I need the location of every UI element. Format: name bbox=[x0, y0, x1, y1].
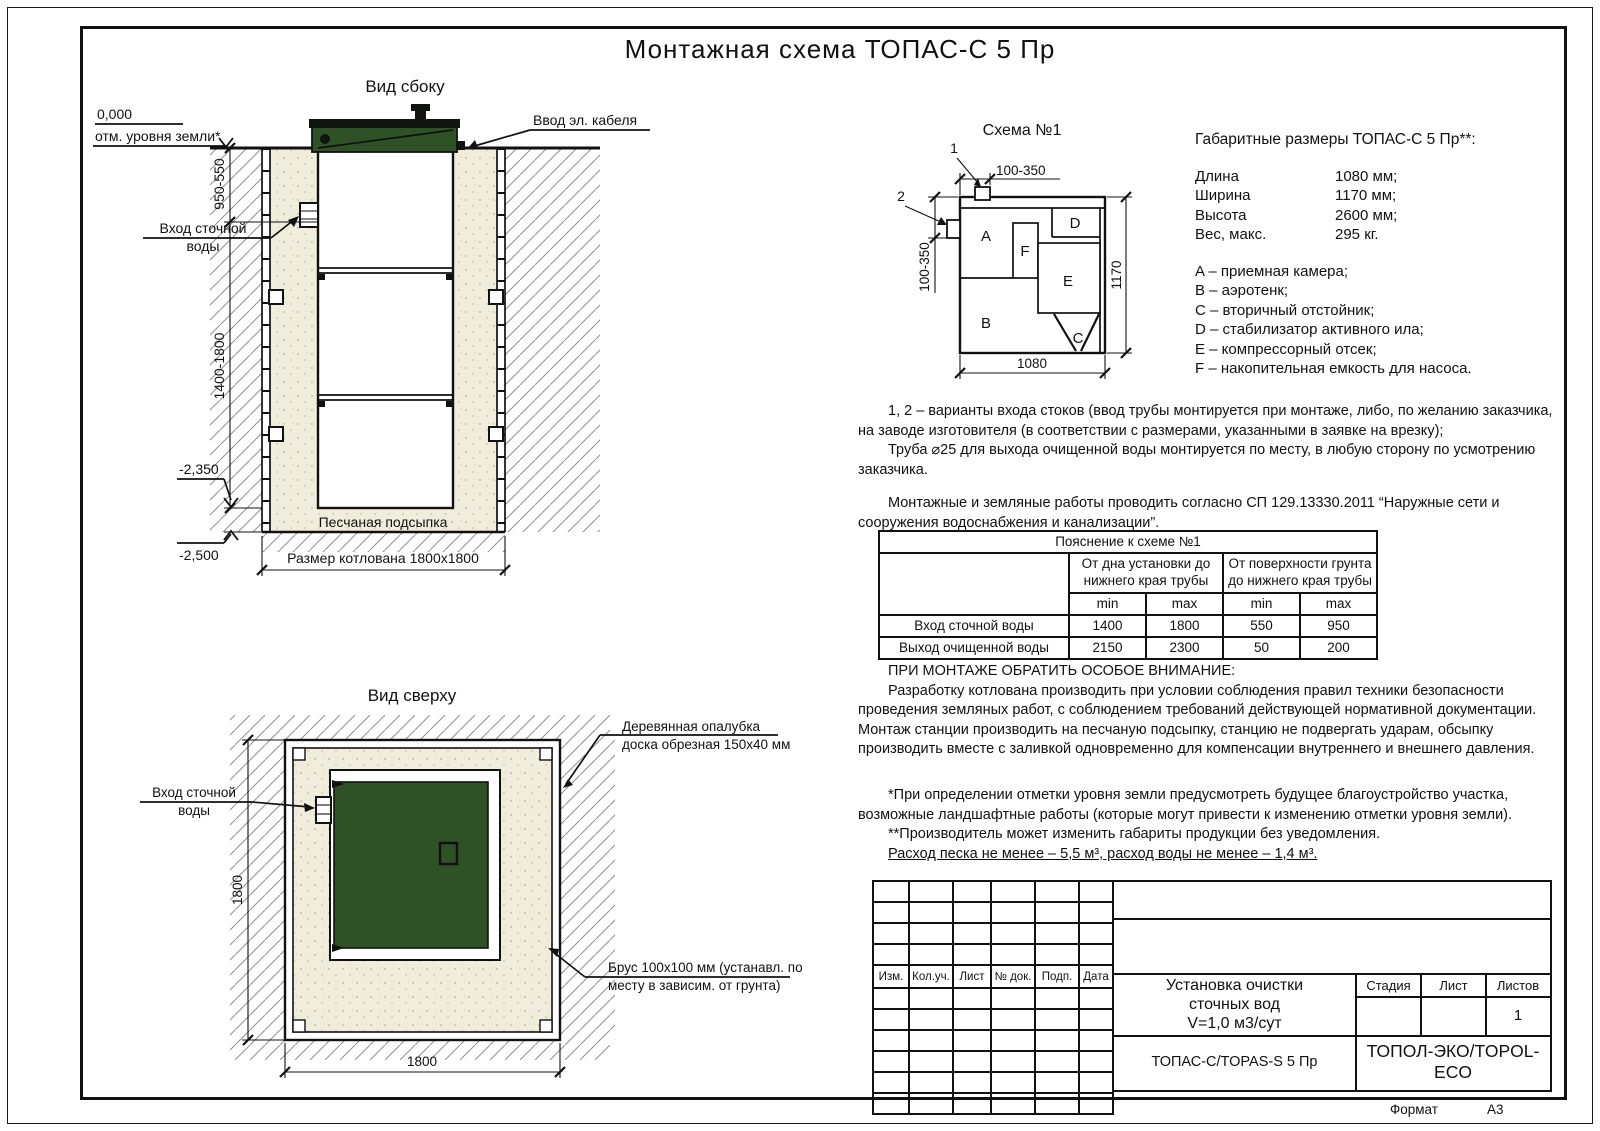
note-pipe: Труба ⌀25 для выхода очищенной воды монтируется по месту, в любую сторону по усмотрению заказчика. bbox=[858, 442, 1536, 478]
compartment-d: D bbox=[1069, 215, 1081, 232]
legend-item: A – приемная камера; bbox=[1195, 262, 1349, 280]
svg-text:100-350: 100-350 bbox=[996, 163, 1046, 178]
inlet-pipe-top bbox=[316, 797, 331, 823]
svg-text:Брус 100х100 мм (устанавл. по: Брус 100х100 мм (устанавл. по bbox=[608, 960, 803, 975]
model-name: ТОПАС-С/TOPAS-S 5 Пр bbox=[1151, 1054, 1318, 1070]
svg-text:Деревянная опалубка: Деревянная опалубка bbox=[622, 719, 761, 734]
cable-entry-point bbox=[456, 141, 465, 150]
attention-body: Разработку котлована производить при условии соблюдения правил техники безопасности проведения земляных работ, с соблюдением требований действующей нормативной документации. Монтаж станции производить на песчаную подсыпку, станцию не подвергать ударам, обсыпку производить вместе с заливкой одновременно для компенсации внутреннего и внешнего давления. bbox=[858, 682, 1537, 757]
sheet-label: Лист bbox=[1439, 977, 1468, 993]
project-name: Установка очистки сточных вод V=1,0 м3/сут bbox=[1165, 976, 1304, 1032]
schema-marker-1 bbox=[950, 140, 981, 187]
format-label: Формат bbox=[1390, 1102, 1438, 1117]
level-minus-2500 bbox=[177, 531, 262, 563]
schema-dim-left bbox=[917, 192, 958, 293]
svg-text:-2,500: -2,500 bbox=[179, 547, 219, 563]
footnotes-block bbox=[858, 786, 1558, 864]
svg-text:2: 2 bbox=[897, 188, 905, 204]
note-regulations: Монтажные и земляные работы проводить согласно СП 129.13330.2011 “Наружные сети и сооружения водоснабжения и канализации”. bbox=[858, 495, 1500, 531]
svg-text:воды: воды bbox=[178, 803, 210, 818]
schema-dim-bottom bbox=[955, 355, 1110, 379]
table-group1-header: От дна установки до нижнего края трубы bbox=[1069, 553, 1223, 593]
svg-text:месту в зависим. от грунта): месту в зависим. от грунта) bbox=[608, 978, 781, 993]
footnote-2: **Производитель может изменить габариты продукции без уведомления. bbox=[888, 826, 1381, 842]
svg-text:1800: 1800 bbox=[230, 874, 245, 906]
spec-row-length: Длина 1080 мм; bbox=[1195, 167, 1398, 185]
table-corner-cell bbox=[879, 553, 1069, 615]
min-header: min bbox=[1069, 593, 1146, 615]
svg-text:Ввод эл. кабеля: Ввод эл. кабеля bbox=[533, 112, 638, 128]
spec-row-height: Высота 2600 мм; bbox=[1195, 206, 1398, 224]
schema1-explanation-table bbox=[878, 530, 1378, 660]
legend-item: D – стабилизатор активного ила; bbox=[1195, 321, 1424, 338]
svg-text:отм. уровня земли*: отм. уровня земли* bbox=[95, 128, 221, 144]
top-view-title: Вид сверху bbox=[367, 686, 457, 705]
specs-block bbox=[1195, 130, 1567, 379]
revision-header-row: Изм. Кол.уч. Лист № док. Подп. Дата bbox=[873, 965, 1113, 988]
tank-top bbox=[330, 770, 500, 960]
zero-level-mark bbox=[93, 106, 233, 147]
schema1-title: Схема №1 bbox=[982, 122, 1062, 139]
max-header: max bbox=[1300, 593, 1377, 615]
title-block bbox=[1112, 880, 1552, 1092]
compartment-b: B bbox=[980, 315, 992, 332]
consumption-note: Расход песка не менее – 5,5 м³, расход воды не менее – 1,4 м³. bbox=[888, 845, 1318, 862]
svg-text:100-350: 100-350 bbox=[917, 242, 932, 292]
svg-text:1080: 1080 bbox=[1016, 356, 1048, 371]
format-value: А3 bbox=[1487, 1102, 1504, 1117]
svg-text:0,000: 0,000 bbox=[97, 106, 133, 122]
legend-item: B – аэротенк; bbox=[1195, 282, 1289, 299]
page-title: Монтажная схема ТОПАС-С 5 Пр bbox=[624, 34, 1056, 64]
svg-text:доска обрезная 150х40 мм: доска обрезная 150х40 мм bbox=[622, 737, 791, 752]
cable-entry-label bbox=[467, 112, 650, 149]
svg-text:-2,350: -2,350 bbox=[179, 461, 219, 477]
svg-text:1170: 1170 bbox=[1109, 260, 1124, 290]
company-name: ТОПОЛ-ЭКО/TOPOL-ECO bbox=[1366, 1041, 1540, 1082]
title-block-line bbox=[1114, 918, 1550, 920]
vent-pipe-icon bbox=[415, 110, 426, 120]
side-view-drawing bbox=[85, 70, 665, 590]
tank-body bbox=[318, 148, 453, 508]
footnote-1: *При определении отметки уровня земли предусмотреть будущее благоустройство участка, возможные ландшафтные работы (которые могут привести к изменению отметки уровня земли). bbox=[858, 787, 1513, 823]
inlet-pipe bbox=[300, 203, 318, 227]
min-header: min bbox=[1223, 593, 1300, 615]
max-header: max bbox=[1146, 593, 1223, 615]
sand-bed-label: Песчаная подсыпка bbox=[318, 514, 448, 530]
svg-text:воды: воды bbox=[186, 238, 220, 254]
revision-table bbox=[872, 880, 1114, 1115]
note-variants: 1, 2 – варианты входа стоков (ввод трубы монтируется при монтаже, либо, по желанию заказчика, на заводе изготовителя (в соответствии с размерами, указанными в заявке на врезку); bbox=[858, 403, 1553, 439]
green-lid bbox=[309, 104, 465, 152]
dim-950-550: 950-550 bbox=[211, 158, 227, 210]
dim-1400-1800: 1400-1800 bbox=[211, 332, 227, 400]
side-view-title: Вид сбоку bbox=[365, 77, 445, 96]
sheets-label: Листов bbox=[1496, 977, 1540, 993]
schema1-drawing bbox=[870, 115, 1190, 410]
legend-item: F – накопительная емкость для насоса. bbox=[1195, 360, 1472, 377]
svg-text:1: 1 bbox=[950, 140, 958, 156]
legend-item: C – вторичный отстойник; bbox=[1195, 301, 1375, 319]
spec-row-width: Ширина 1170 мм; bbox=[1195, 187, 1397, 204]
specs-heading: Габаритные размеры ТОПАС-С 5 Пр**: bbox=[1195, 131, 1476, 148]
svg-text:Вход сточной: Вход сточной bbox=[152, 785, 236, 800]
sheets-value: 1 bbox=[1513, 1007, 1523, 1024]
attention-block bbox=[858, 662, 1558, 760]
schema-dim-top bbox=[955, 163, 1060, 195]
legend-item: E – компрессорный отсек; bbox=[1195, 340, 1377, 358]
schema-dim-right bbox=[1107, 192, 1132, 358]
compartment-f: F bbox=[1020, 243, 1030, 260]
spec-row-weight: Вес, макс. 295 кг. bbox=[1195, 226, 1379, 243]
stage-label: Стадия bbox=[1366, 977, 1411, 993]
table-title: Пояснение к схеме №1 bbox=[879, 531, 1377, 553]
top-view-drawing bbox=[130, 685, 820, 1085]
compartment-e: E bbox=[1062, 273, 1074, 290]
svg-text:Вход сточной: Вход сточной bbox=[159, 220, 247, 236]
svg-text:Размер котлована 1800х1800: Размер котлована 1800х1800 bbox=[287, 550, 479, 566]
svg-text:1800: 1800 bbox=[406, 1054, 438, 1069]
compartment-legend bbox=[1195, 262, 1567, 379]
notes-block bbox=[858, 402, 1558, 533]
attention-heading: ПРИ МОНТАЖЕ ОБРАТИТЬ ОСОБОЕ ВНИМАНИЕ: bbox=[888, 663, 1236, 679]
table-row: Выход очищенной воды 2150 2300 50 200 bbox=[879, 637, 1377, 659]
compartment-a: A bbox=[980, 228, 992, 245]
table-row: Вход сточной воды 1400 1800 550 950 bbox=[879, 615, 1377, 637]
compartment-c: C bbox=[1072, 330, 1084, 347]
table-group2-header: От поверхности грунта до нижнего края трубы bbox=[1223, 553, 1377, 593]
